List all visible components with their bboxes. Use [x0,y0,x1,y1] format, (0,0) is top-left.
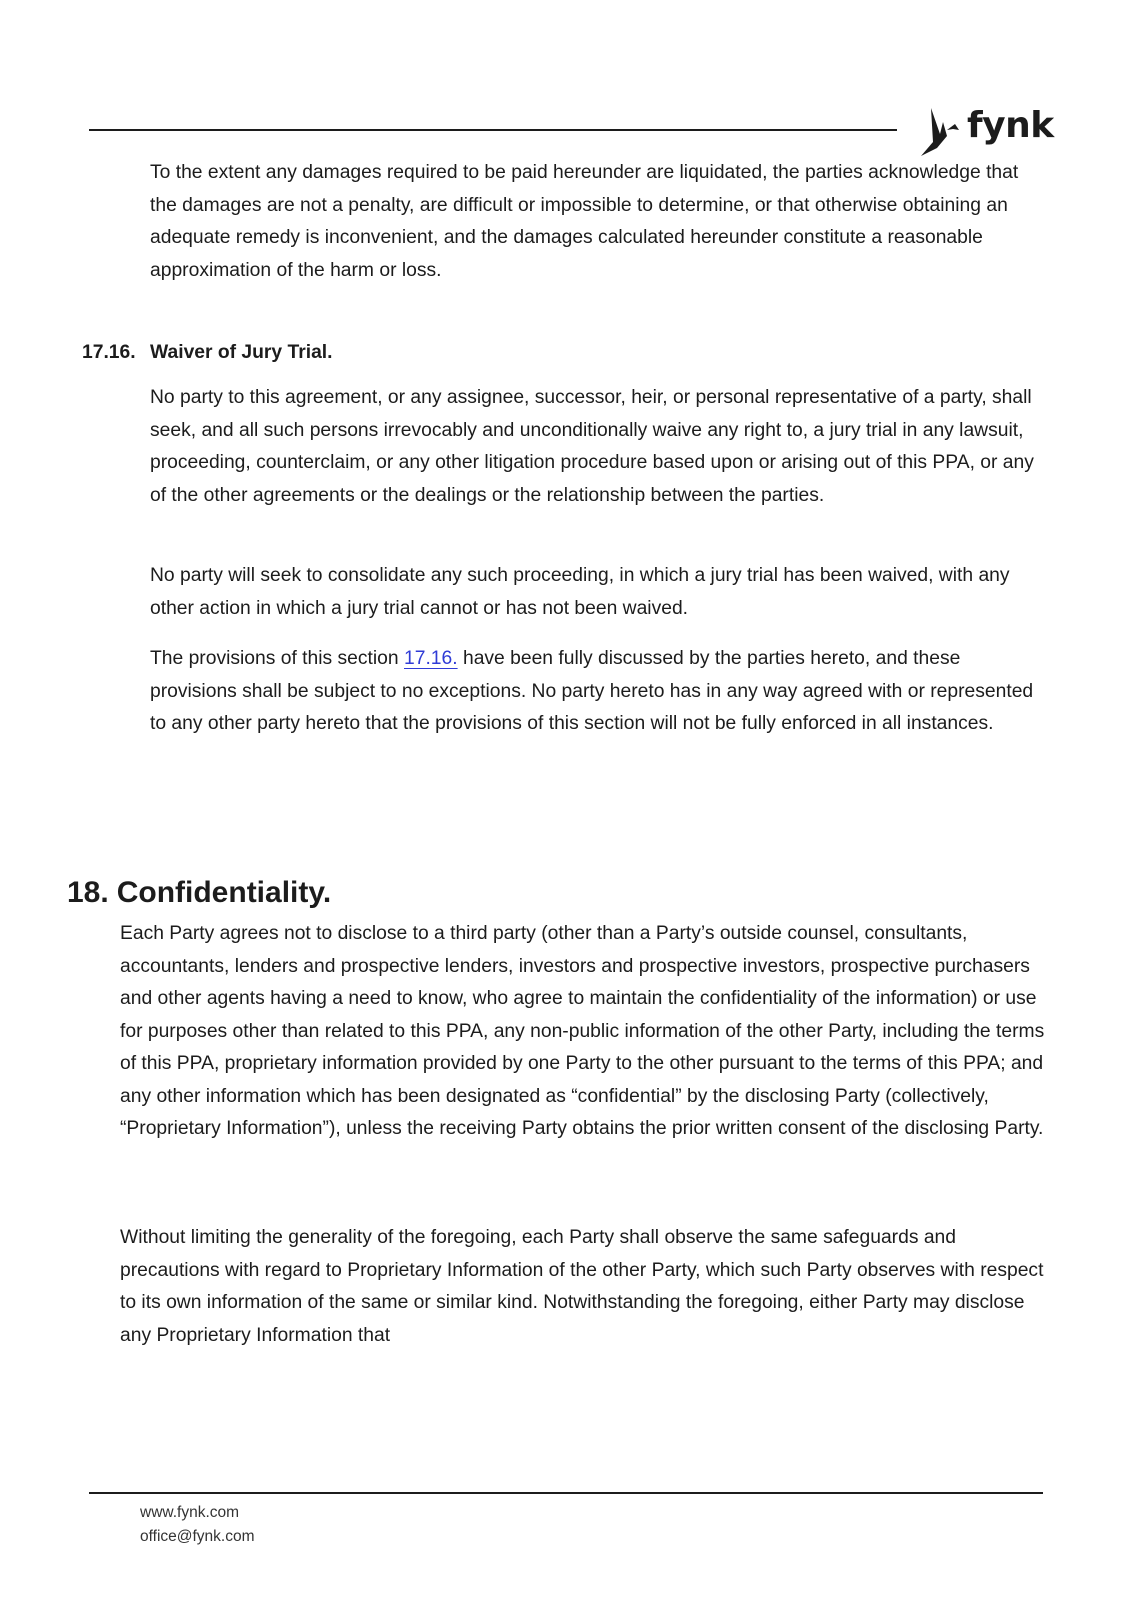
section-18-heading [67,875,331,911]
footer-email: office@fynk.com [140,1528,255,1545]
liquidated-damages-paragraph: To the extent any damages required to be paid hereunder are liquidated, the parties acknowledge that the damages are not a penalty, are difficult or impossible to determine, or that otherwise obtaining an adequate remedy is inconvenient, and the damages calculated hereunder constitute a reasonable approximation of the harm or loss. [150,162,1019,281]
section-title: Waiver of Jury Trial. [150,342,333,363]
footer-website: www.fynk.com [140,1504,240,1521]
confidentiality-paragraph-2: Without limiting the generality of the foregoing, each Party shall observe the same safeguards and precautions with regard to Proprietary Information of the other Party, which such Party observes with respect to its own information of the same or similar kind. Notwithstanding the foregoing, either Party may disclose any Proprietary Information that [120,1227,1044,1346]
section-17-16-cross-reference-link[interactable]: 17.16. [404,648,458,669]
brand-logo [919,104,1054,160]
paragraph-text: The provisions of this section [150,648,404,669]
section-title: Confidentiality. [116,876,332,909]
section-number: 17.16. [82,342,136,363]
paragraph-text: have been fully discussed by the parties hereto, and these provisions shall be subject to no exceptions. No party hereto has in any way agreed with or represented to any other party hereto that the provisions of this section will not be fully enforced in all instances. [150,648,1034,734]
confidentiality-paragraph-1: Each Party agrees not to disclose to a third party (other than a Party’s outside counsel, consultants, accountants, lenders and prospective lenders, investors and prospective investors, prospective purchasers and other agents having a need to know, who agree to maintain the confidentiality of the information) or use for purposes other than related to this PPA, any non-public information of the other Party, including the terms of this PPA, proprietary information provided by one Party to the other pursuant to the terms of this PPA; and any other information which has been designated as “confidential” by the disclosing Party (collectively, “Proprietary Information”), unless the receiving Party obtains the prior written consent of the disclosing Party. [120,923,1045,1139]
jury-waiver-paragraph-1: No party to this agreement, or any assignee, successor, heir, or personal representative of a party, shall seek, and all such persons irrevocably and unconditionally waive any right to, a jury trial in any lawsuit, proceeding, counterclaim, or any other litigation procedure based upon or arising out of this PPA, or any of the other agreements or the dealings or the relationship between the parties. [150,387,1034,506]
footer-rule [89,1492,1043,1494]
logo-text: fynk [967,105,1054,146]
section-17-16-heading [82,340,333,366]
fynk-bird-icon [919,104,969,160]
jury-waiver-paragraph-3 [150,643,1040,741]
section-number: 18. [67,876,109,909]
jury-waiver-paragraph-2: No party will seek to consolidate any such proceeding, in which a jury trial has been waived, with any other action in which a jury trial cannot or has not been waived. [150,565,1010,619]
header-rule [89,129,897,131]
